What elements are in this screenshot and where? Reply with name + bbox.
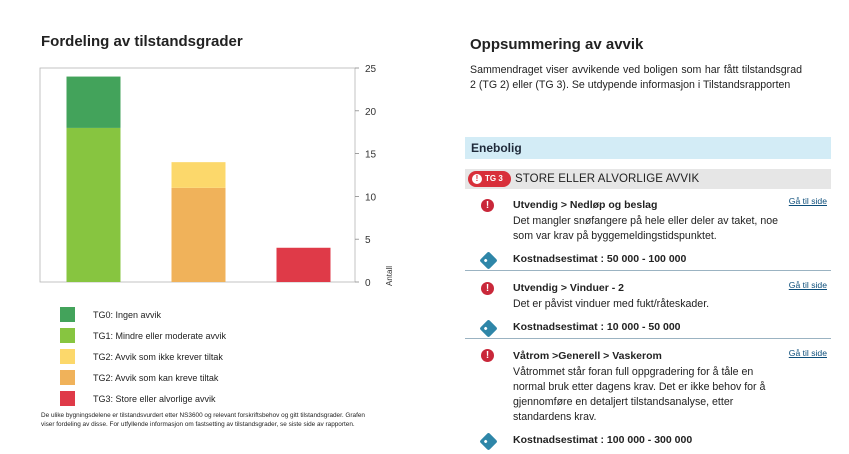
severity-label: STORE ELLER ALVORLIGE AVVIK	[515, 173, 700, 185]
y-axis-label: Antall	[385, 265, 394, 286]
y-tick-label: 10	[365, 192, 377, 204]
exclamation-circle-icon: !	[481, 349, 494, 362]
y-tick-label: 5	[365, 235, 371, 247]
tg3-badge	[468, 171, 511, 187]
bar-segment	[277, 248, 331, 282]
legend-swatch	[60, 391, 75, 406]
go-to-page-link[interactable]: Gå til side	[788, 280, 827, 290]
go-to-page-link[interactable]: Gå til side	[788, 196, 827, 206]
section-header	[465, 137, 831, 159]
legend-swatch	[60, 349, 75, 364]
y-tick-label: 20	[365, 106, 377, 118]
bar-segment	[172, 162, 226, 188]
legend-item	[60, 326, 226, 345]
legend-swatch	[60, 307, 75, 322]
legend-item	[60, 389, 226, 408]
exclamation-circle-icon: !	[481, 199, 494, 212]
chart-footnote: De ulike bygningsdelene er tilstandsvurdert etter NS3600 og relevant forskriftsbehov og gitt tilstandsgrader. Grafen viser fordeling av disse. For utfyllende informasjon om fastsetting av tilstandsgrader, se siste side av rapporten.	[41, 412, 365, 428]
go-to-page-link[interactable]: Gå til side	[788, 348, 827, 358]
legend-item	[60, 368, 226, 387]
deviation-description: Det er påvist vinduer med fukt/råteskader.	[513, 298, 710, 310]
deviation-heading: Våtrom >Generell > Vaskerom	[513, 350, 662, 362]
section-label: Enebolig	[471, 141, 522, 155]
deviation-item	[465, 271, 831, 339]
summary-intro: Sammendraget viser avvikende ved boligen som har fått tilstandsgrad 2 (TG 2) eller (TG 3). Se utdypende informasjon i Tilstandsrapporten	[470, 64, 802, 91]
tg3-badge-label: TG 3	[485, 174, 503, 183]
tg-distribution-chart	[30, 58, 400, 290]
legend-item	[60, 347, 226, 366]
chart-legend	[60, 305, 226, 410]
legend-label: TG2: Avvik som kan kreve tiltak	[93, 372, 219, 383]
deviation-description: Det mangler snøfangere på hele eller deler av taket, noe som var krav på byggemeldingstidspunktet.	[513, 215, 778, 242]
legend-label: TG1: Mindre eller moderate avvik	[93, 330, 227, 341]
legend-swatch	[60, 328, 75, 343]
summary-title: Oppsummering av avvik	[470, 36, 644, 53]
legend-label: TG3: Store eller alvorlige avvik	[93, 393, 216, 404]
cost-estimate: Kostnadsestimat : 50 000 - 100 000	[513, 253, 687, 265]
exclamation-circle-icon: !	[481, 282, 494, 295]
y-tick-label: 0	[365, 278, 371, 289]
error-badge-icon: !	[472, 174, 482, 184]
price-tag-icon	[479, 251, 497, 269]
bar-segment	[67, 128, 121, 282]
price-tag-icon	[479, 319, 497, 337]
chart-title: Fordeling av tilstandsgrader	[41, 33, 243, 50]
price-tag-icon	[479, 432, 497, 450]
legend-item	[60, 305, 226, 324]
bar-segment	[67, 77, 121, 128]
deviation-heading: Utvendig > Nedløp og beslag	[513, 199, 658, 211]
deviation-description: Våtrommet står foran full oppgradering for å tåle en normal bruk etter dagens krav. Det er ikke behov for å gjennomføre en detaljert tilstandsanalyse, etter standardens krav.	[513, 366, 766, 423]
legend-swatch	[60, 370, 75, 385]
deviation-heading: Utvendig > Vinduer - 2	[513, 282, 624, 294]
cost-estimate: Kostnadsestimat : 100 000 - 300 000	[513, 434, 693, 446]
y-tick-label: 25	[365, 64, 377, 75]
legend-label: TG0: Ingen avvik	[93, 309, 162, 320]
y-tick-label: 15	[365, 149, 377, 161]
bar-segment	[172, 188, 226, 282]
deviation-item	[465, 339, 831, 454]
legend-label: TG2: Avvik som ikke krever tiltak	[93, 351, 223, 362]
severity-header	[465, 169, 831, 189]
cost-estimate: Kostnadsestimat : 10 000 - 50 000	[513, 321, 681, 333]
deviation-item	[465, 192, 831, 271]
